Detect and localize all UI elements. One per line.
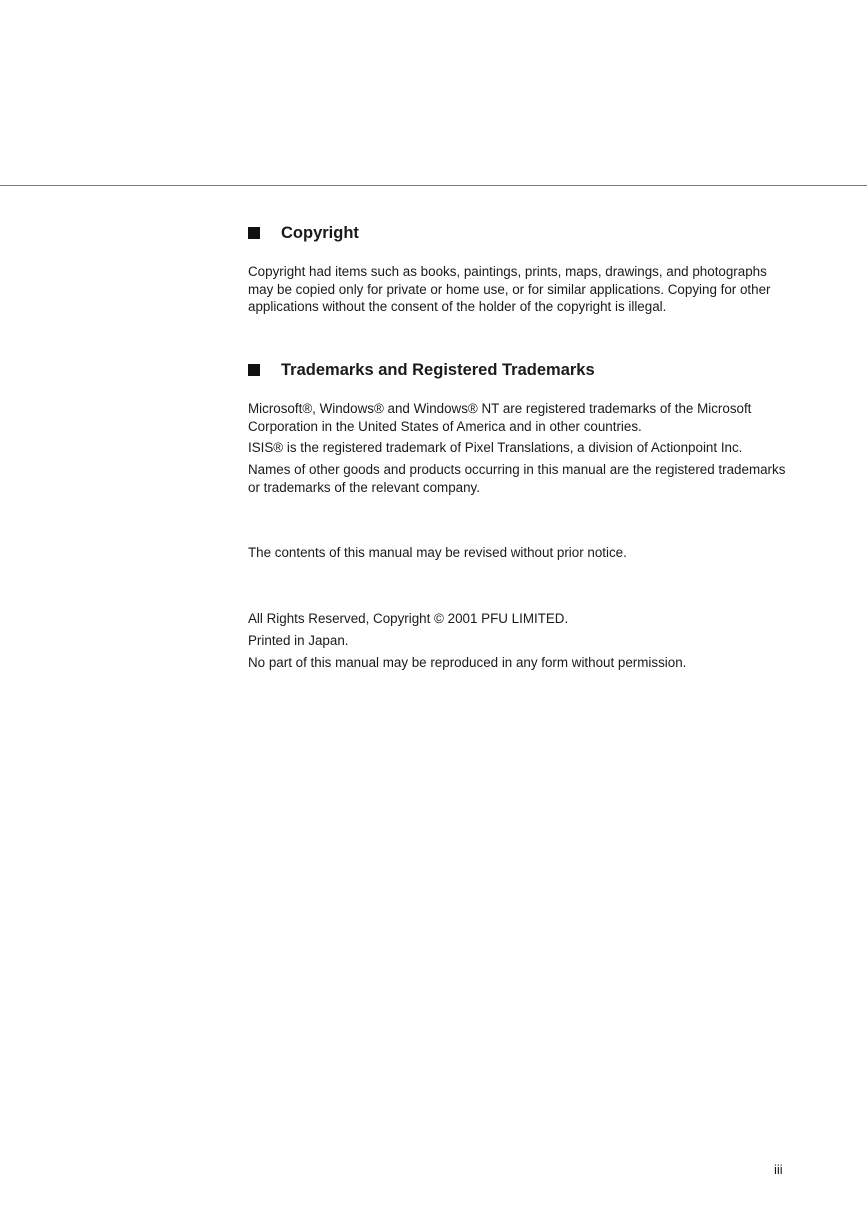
square-bullet-icon: [248, 364, 260, 376]
trademarks-heading-text: Trademarks and Registered Trademarks: [281, 361, 595, 379]
copyright-paragraph: Copyright had items such as books, paintings, prints, maps, drawings, and photographs may be copied only for private or home use, or for similar applications. Copying for other applications without the consent of the holder of the copyright is illegal.: [248, 264, 771, 314]
rights-reserved-line: All Rights Reserved, Copyright © 2001 PFU LIMITED.: [248, 611, 569, 626]
header-rule: [0, 185, 867, 186]
copyright-heading: [248, 223, 359, 243]
reproduction-notice-line: No part of this manual may be reproduced in any form without permission.: [248, 655, 687, 670]
page-number: iii: [774, 1162, 783, 1177]
trademarks-paragraph-isis: ISIS® is the registered trademark of Pixel Translations, a division of Actionpoint Inc.: [248, 440, 743, 455]
trademarks-paragraph-other-goods: Names of other goods and products occurring in this manual are the registered trademarks or trademarks of the relevant company.: [248, 462, 786, 495]
trademarks-paragraph-microsoft: Microsoft®, Windows® and Windows® NT are registered trademarks of the Microsoft Corporation in the United States of America and in other countries.: [248, 401, 752, 434]
revision-notice: The contents of this manual may be revised without prior notice.: [248, 545, 627, 560]
copyright-heading-text: Copyright: [281, 224, 359, 242]
printed-in-line: Printed in Japan.: [248, 633, 349, 648]
square-bullet-icon: [248, 227, 260, 239]
trademarks-heading: [248, 360, 595, 380]
